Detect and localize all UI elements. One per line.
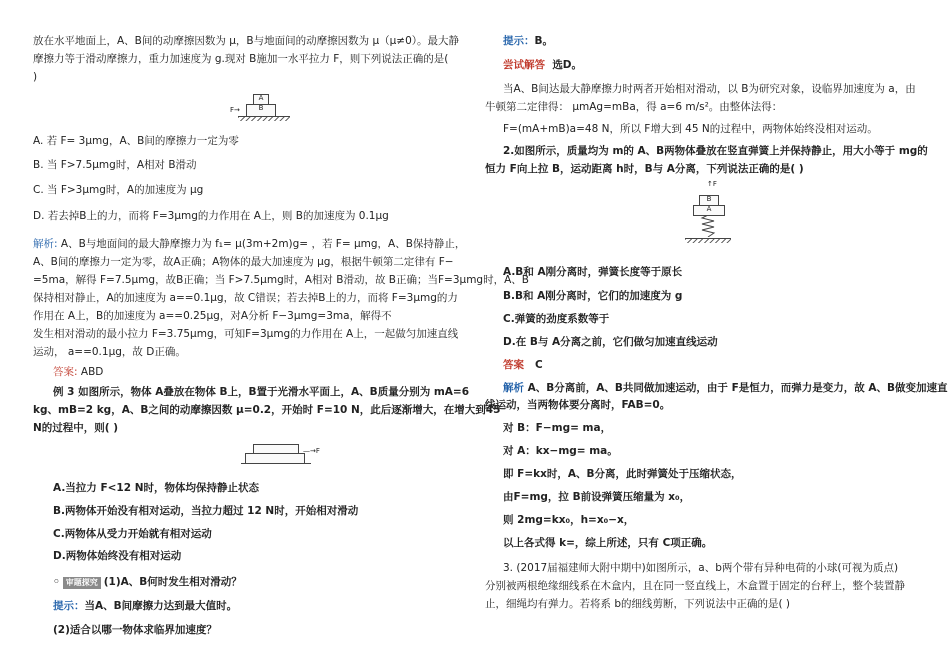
block-b-label: B [258,104,264,112]
analysis-line: 线运动，当两物体要分离时，FAB=0。 [485,399,671,411]
option-b: B. 当 F>7.5μmg时，A相对 B滑动 [33,159,197,171]
hint-line [503,33,553,49]
question-2-line: 恒力 F向上拉 B，运动距离 h时，B与 A分离，下列说法正确的是( ) [485,163,804,175]
hint-tag: 审题探究 [63,577,101,589]
try-label: 尝试解答 [503,59,545,71]
analysis-line: 由F=mg，拉 B前设弹簧压缩量为 x₀， [503,491,691,503]
hint-question-1: (1)A、B何时发生相对滑动？ [103,576,242,588]
analysis-line: A、B间的摩擦力一定为零，故A正确；A物体的最大加速度为 μg，根据牛顿第二定律有 F− [33,256,454,268]
question-line: ) [33,71,38,83]
example-option-d: D.两物体始终没有相对运动 [53,550,182,562]
force-arrow: —→F [303,447,320,455]
analysis-line: 保持相对静止，A的加速度为 a==0.1μg，故 C错误；若去掉B上的力，而将 F=3μmg的力 [33,292,458,304]
question-3-line: 分别被两根绝缘细线系在木盒内，且在同一竖直线上，木盒置于固定的台秤上，整个装置静 [485,580,905,592]
figure-stacked-blocks [228,91,303,121]
hint-value: B。 [534,35,554,47]
option-d: D. 若去掉B上的力，而将 F=3μmg的力作用在 A上，则 B的加速度为 0.1μg [33,210,389,222]
example-line: 例 3 如图所示，物体 A叠放在物体 B上，B置于光滑水平面上，A、B质量分别为 mA=6 [53,386,470,398]
force-label: F [230,106,235,114]
analysis-line: 发生相对滑动的最小拉力 F=3.75μmg，可知F=3μmg的力作用在 A上，一起做匀加速直线 [33,328,459,340]
analysis-line: 运动， a==0.1μg，故 D正确。 [33,346,186,358]
figure-smooth-plane [241,440,331,470]
analysis-label: 解析: [33,238,58,250]
force-label: F [315,447,320,455]
block-a-label: A [258,94,264,102]
question-2-line: 2.如图所示，质量均为 m的 A、B两物体叠放在竖直弹簧上并保持静止，用大小等于 mg的 [503,145,928,157]
block-b-label: B [706,195,712,203]
force-arrow: F→ [230,106,240,114]
ground-hatch [685,239,731,243]
analysis-line [503,380,948,396]
answer-line [53,364,103,380]
try-line [503,57,582,73]
analysis-line: 对 B：F−mg= ma， [503,422,612,434]
ground-line [241,463,311,464]
question-3-line: 3. (2017届福建师大附中期中)如图所示，a、b两个带有异种电荷的小球(可视为质点) [503,562,899,574]
analysis-line: 对 A：kx−mg= ma。 [503,445,618,457]
try-value: 选D。 [552,59,583,71]
question-3-line: 止，细绳均有弹力。若将系 b的细线剪断，下列说法中正确的是( ) [485,598,791,610]
force-label: F [712,180,717,188]
analysis-line [33,236,465,252]
block-a-label: A [706,205,712,213]
q2-option-c: C.弹簧的劲度系数等于 [503,313,610,325]
q2-option-b: B.B和 A刚分离时，它们的加速度为 g [503,290,683,302]
analysis-line: 作用在 A上，B的加速度为 a==0.25μg，对A分析 F−3μmg=3ma，解得不 [33,310,392,322]
analysis-text: A、B与地面间的最大静摩擦力为 f₁= μ(3m+2m)g= ，若 F= μmg，A、B保持静止， [57,238,466,250]
answer-value: ABD [77,366,104,378]
solution-line: 牛顿第二定律得： μmAg=mBa，得 a=6 m/s²。由整体法得： [485,101,783,113]
answer-label: 答案 [503,359,524,371]
example-option-a: A.当拉力 F<12 N时，物体均保持静止状态 [53,482,259,494]
answer-value: C [534,359,543,371]
solution-line: 当A、B间达最大静摩擦力时两者开始相对滑动，以 B为研究对象，设临界加速度为 a，由 [503,83,916,95]
example-line: N的过程中，则( ) [33,422,119,434]
ground-hatch [238,117,290,121]
option-a: A. 若 F= 3μmg，A、B间的摩擦力一定为零 [33,135,239,147]
question-line: 摩擦力等于滑动摩擦力，重力加速度为 g.现对 B施加一水平拉力 F，则下列说法正确的是( [33,53,449,65]
example-option-c: C.两物体从受力开始就有相对运动 [53,528,212,540]
analysis-line: 以上各式得 k=，综上所述，只有 C项正确。 [503,537,713,549]
hint-label: 提示： [503,35,535,47]
q2-option-d: D.在 B与 A分离之前，它们做匀加速直线运动 [503,336,718,348]
solution-line: F=(mA+mB)a=48 N，所以 F增大到 45 N的过程中，两物体始终没相对运动。 [503,123,878,135]
force-arrow: ↑F [707,180,717,188]
spring-coil [698,215,718,237]
answer-line [503,357,543,373]
example-line: kg、mB=2 kg，A、B之间的动摩擦因数 μ=0.2，开始时 F=10 N，此后逐渐增大，在增大到45 [33,404,501,416]
hint-question-line [53,574,242,590]
question-line: 放在水平地面上，A、B间的动摩擦因数为 μ，B与地面间的动摩擦因数为 μ（μ≠0）。最大静 [33,35,460,47]
figure-spring [685,181,755,246]
analysis-line: 即 F=kx时，A、B分离，此时弹簧处于压缩状态， [503,468,742,480]
q2-option-a: A.B和 A刚分离时，弹簧长度等于原长 [503,266,683,278]
analysis-line: 则 2mg=kx₀，h=x₀−x， [503,514,635,526]
analysis-text: A、B分离前，A、B共同做加速运动，由于 F是恒力，而弹力是变力，故 A、B做变加速直 [524,382,948,394]
hint-answer-line [53,598,237,614]
hint-answer-1: 当A、B间摩擦力达到最大值时。 [84,600,238,612]
answer-label: 答案: [53,366,78,378]
hint-dot-icon: ◦ [53,576,60,588]
hint-question-2: (2)适合以哪一物体求临界加速度？ [53,624,217,636]
analysis-label: 解析 [503,382,524,394]
option-c: C. 当 F>3μmg时，A的加速度为 μg [33,184,204,196]
hint-label: 提示： [53,600,85,612]
analysis-line: =5ma，解得 F=7.5μmg，故B正确；当 F>7.5μmg时，A相对 B滑动，故 B正确；当F=3μmg时，A、B [33,274,529,286]
example-option-b: B.两物体开始没有相对运动，当拉力超过 12 N时，开始相对滑动 [53,505,359,517]
